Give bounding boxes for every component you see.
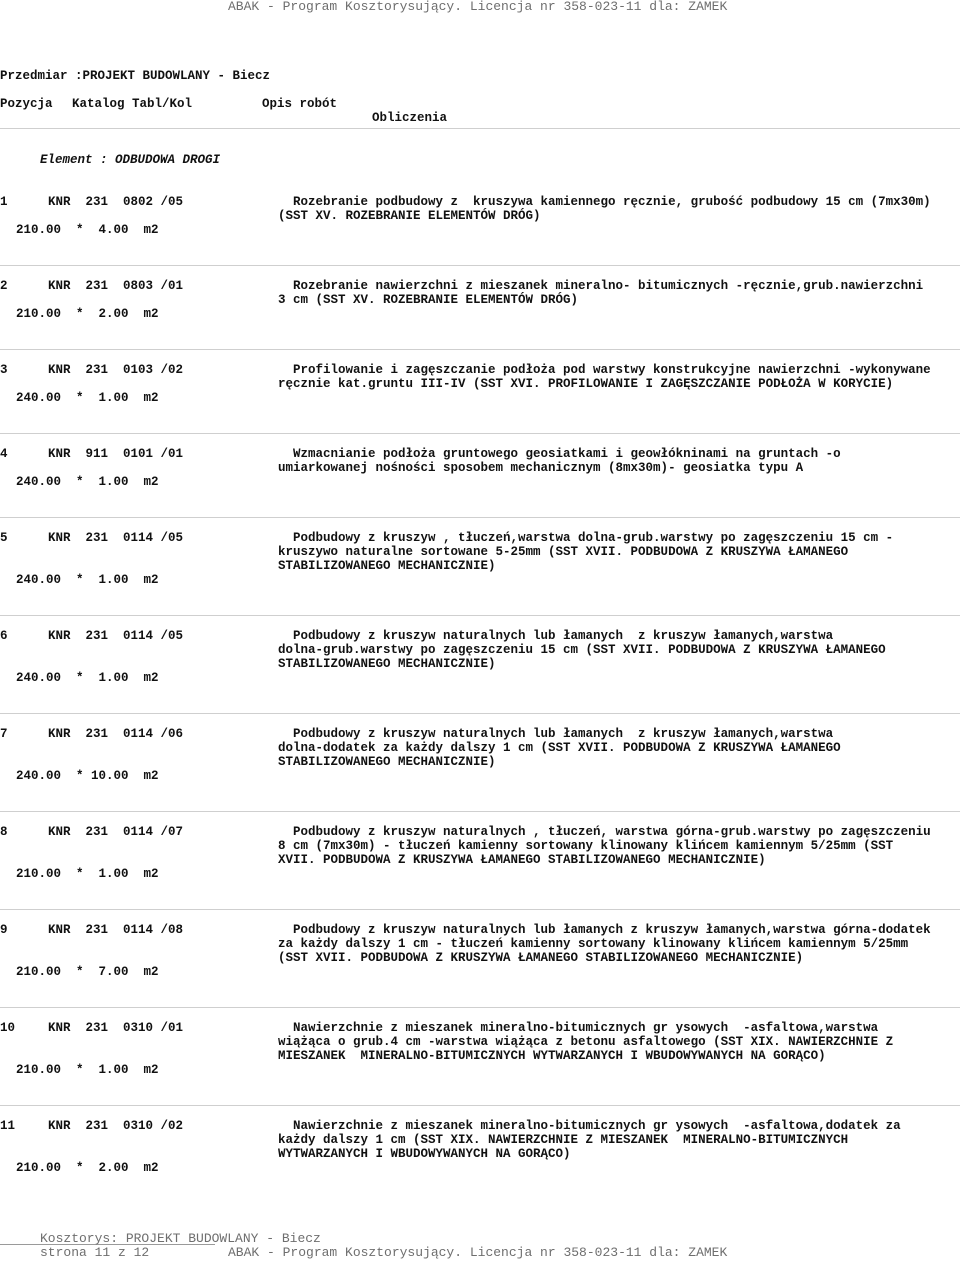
work-description-line: Wzmacnianie podłoża gruntowego geosiatkami i geowłókninami na gruntach -o <box>278 447 841 461</box>
calculation: 210.00 * 2.00 m2 <box>16 1161 159 1175</box>
position-number: 4 <box>0 447 8 461</box>
work-description-line: wiążąca o grub.4 cm -warstwa wiążąca z betonu asfaltowego (SST XIX. NAWIERZCHNIE Z <box>278 1035 894 1049</box>
position-number: 6 <box>0 629 8 643</box>
footer-license: ABAK - Program Kosztorysujący. Licencja nr 358-023-11 dla: ZAMEK <box>228 1245 728 1260</box>
catalog-reference: KNR 231 0803 /01 <box>48 279 184 293</box>
position-number: 1 <box>0 195 8 209</box>
position-number: 2 <box>0 279 8 293</box>
calculation: 240.00 * 1.00 m2 <box>16 671 159 685</box>
document-title: Przedmiar :PROJEKT BUDOWLANY - Biecz <box>0 69 271 83</box>
entry-divider <box>0 265 960 266</box>
work-description-line: MIESZANEK MINERALNO-BITUMICZNYCH WYTWARZANYCH I WBUDOWYWANYCH NA GORĄCO) <box>278 1049 826 1063</box>
entry-divider <box>0 517 960 518</box>
catalog-reference: KNR 231 0114 /08 <box>48 923 184 937</box>
header-divider <box>0 128 960 129</box>
catalog-reference: KNR 911 0101 /01 <box>48 447 184 461</box>
work-description-line: Nawierzchnie z mieszanek mineralno-bitumicznych gr ysowych -asfaltowa,warstwa <box>278 1021 879 1035</box>
position-number: 3 <box>0 363 8 377</box>
work-description-line: kruszywo naturalne sortowane 5-25mm (SST XVII. PODBUDOWA Z KRUSZYWA ŁAMANEGO <box>278 545 849 559</box>
entry-divider <box>0 1007 960 1008</box>
work-description-line: Podbudowy z kruszyw naturalnych lub łamanych z kruszyw łamanych,warstwa <box>278 629 834 643</box>
entry-divider <box>0 349 960 350</box>
position-number: 7 <box>0 727 8 741</box>
footer-kosztorys: Kosztorys: PROJEKT BUDOWLANY - Biecz <box>40 1231 321 1246</box>
work-description-line: Rozebranie podbudowy z kruszywa kamiennego ręcznie, grubość podbudowy 15 cm (7mx30m) <box>278 195 931 209</box>
footer-page-number: strona 11 z 12 <box>40 1245 150 1260</box>
catalog-reference: KNR 231 0802 /05 <box>48 195 184 209</box>
calculation: 210.00 * 1.00 m2 <box>16 1063 159 1077</box>
catalog-reference: KNR 231 0310 /01 <box>48 1021 184 1035</box>
work-description-line: STABILIZOWANEGO MECHANICZNIE) <box>278 755 496 769</box>
work-description-line: 3 cm (SST XV. ROZEBRANIE ELEMENTÓW DRÓG) <box>278 293 579 307</box>
work-description-line: umiarkowanej nośności sposobem mechanicznym (8mx30m)- geosiatka typu A <box>278 461 804 475</box>
calculation: 240.00 * 1.00 m2 <box>16 391 159 405</box>
catalog-reference: KNR 231 0114 /06 <box>48 727 184 741</box>
position-number: 5 <box>0 531 8 545</box>
position-number: 10 <box>0 1021 16 1035</box>
work-description-line: dolna-dodatek za każdy dalszy 1 cm (SST XVII. PODBUDOWA Z KRUSZYWA ŁAMANEGO <box>278 741 841 755</box>
column-header-katalog: Katalog Tabl/Kol <box>72 97 193 111</box>
entry-divider <box>0 615 960 616</box>
calculation: 240.00 * 10.00 m2 <box>16 769 159 783</box>
catalog-reference: KNR 231 0114 /05 <box>48 629 184 643</box>
work-description-line: Podbudowy z kruszyw , tłuczeń,warstwa dolna-grub.warstwy po zagęszczeniu 15 cm - <box>278 531 894 545</box>
work-description-line: WYTWARZANYCH I WBUDOWYWANYCH NA GORĄCO) <box>278 1147 571 1161</box>
catalog-reference: KNR 231 0310 /02 <box>48 1119 184 1133</box>
work-description-line: XVII. PODBUDOWA Z KRUSZYWA ŁAMANEGO STABILIZOWANEGO MECHANICZNIE) <box>278 853 766 867</box>
calculation: 240.00 * 1.00 m2 <box>16 573 159 587</box>
column-header-pozycja: Pozycja <box>0 97 53 111</box>
calculation: 210.00 * 7.00 m2 <box>16 965 159 979</box>
work-description-line: Podbudowy z kruszyw naturalnych lub łamanych z kruszyw łamanych,warstwa górna-dodatek <box>278 923 931 937</box>
catalog-reference: KNR 231 0103 /02 <box>48 363 184 377</box>
work-description-line: każdy dalszy 1 cm (SST XIX. NAWIERZCHNIE Z MIESZANEK MINERALNO-BITUMICZNYCH <box>278 1133 849 1147</box>
work-description-line: (SST XV. ROZEBRANIE ELEMENTÓW DRÓG) <box>278 209 541 223</box>
calculation: 210.00 * 2.00 m2 <box>16 307 159 321</box>
entry-divider <box>0 433 960 434</box>
work-description-line: (SST XVII. PODBUDOWA Z KRUSZYWA ŁAMANEGO STABILIZOWANEGO MECHANICZNIE) <box>278 951 804 965</box>
work-description-line: Podbudowy z kruszyw naturalnych , tłuczeń, warstwa górna-grub.warstwy po zagęszczeniu <box>278 825 931 839</box>
work-description-line: 8 cm (7mx30m) - tłuczeń kamienny sortowany klinowany klińcem kamiennym 5/25mm (SST <box>278 839 894 853</box>
catalog-reference: KNR 231 0114 /05 <box>48 531 184 545</box>
work-description-line: ręcznie kat.gruntu III-IV (SST XVI. PROFILOWANIE I ZAGĘSZCZANIE PODŁOŻA W KORYCIE) <box>278 377 894 391</box>
work-description-line: STABILIZOWANEGO MECHANICZNIE) <box>278 657 496 671</box>
column-header-opis: Opis robót <box>262 97 338 111</box>
element-heading: Element : ODBUDOWA DROGI <box>40 153 221 167</box>
position-number: 8 <box>0 825 8 839</box>
entry-divider <box>0 1105 960 1106</box>
calculation: 210.00 * 4.00 m2 <box>16 223 159 237</box>
work-description-line: Nawierzchnie z mieszanek mineralno-bitumicznych gr ysowych -asfaltowa,dodatek za <box>278 1119 901 1133</box>
work-description-line: za każdy dalszy 1 cm - tłuczeń kamienny sortowany klinowany klińcem kamiennym 5/25mm <box>278 937 909 951</box>
work-description-line: Rozebranie nawierzchni z mieszanek mineralno- bitumicznych -ręcznie,grub.nawierzchni <box>278 279 924 293</box>
program-license-header: ABAK - Program Kosztorysujący. Licencja nr 358-023-11 dla: ZAMEK <box>228 0 728 14</box>
position-number: 11 <box>0 1119 16 1133</box>
column-header-obliczenia: Obliczenia <box>372 111 448 125</box>
work-description-line: STABILIZOWANEGO MECHANICZNIE) <box>278 559 496 573</box>
position-number: 9 <box>0 923 8 937</box>
calculation: 240.00 * 1.00 m2 <box>16 475 159 489</box>
calculation: 210.00 * 1.00 m2 <box>16 867 159 881</box>
work-description-line: dolna-grub.warstwy po zagęszczeniu 15 cm (SST XVII. PODBUDOWA Z KRUSZYWA ŁAMANEGO <box>278 643 886 657</box>
work-description-line: Podbudowy z kruszyw naturalnych lub łamanych z kruszyw łamanych,warstwa <box>278 727 834 741</box>
entry-divider <box>0 811 960 812</box>
catalog-reference: KNR 231 0114 /07 <box>48 825 184 839</box>
work-description-line: Profilowanie i zagęszczanie podłoża pod warstwy konstrukcyjne nawierzchni -wykonywane <box>278 363 931 377</box>
entry-divider <box>0 909 960 910</box>
entry-divider <box>0 713 960 714</box>
